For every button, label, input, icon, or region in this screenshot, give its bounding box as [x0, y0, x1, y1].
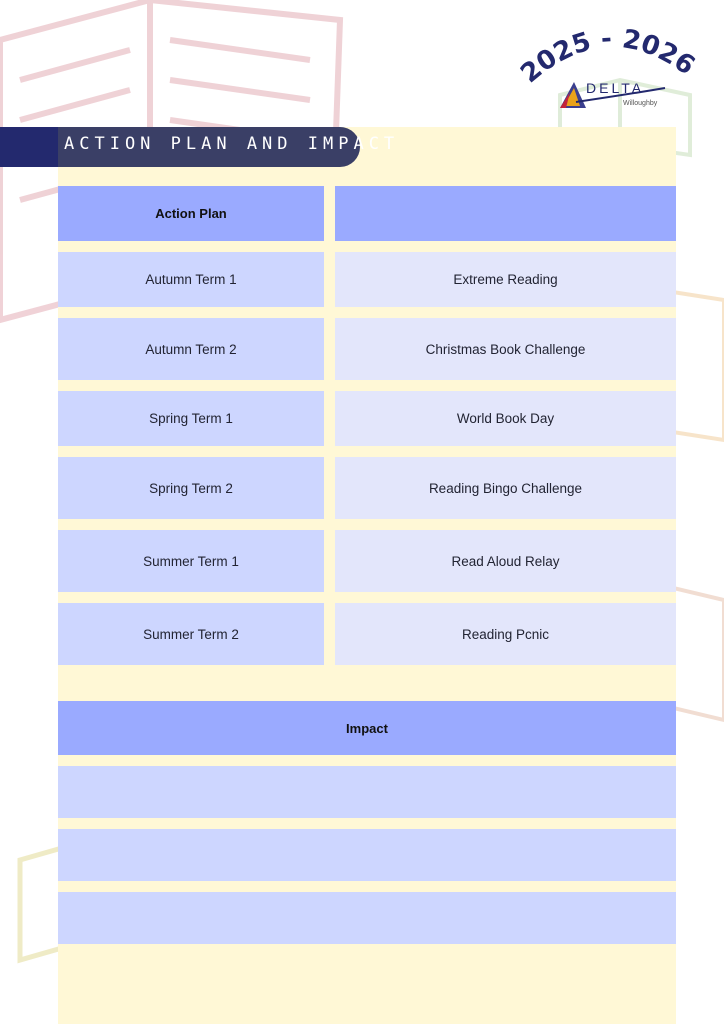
activity-cell: Reading Bingo Challenge	[335, 457, 676, 519]
school-logo	[520, 22, 700, 122]
activity-cell: Christmas Book Challenge	[335, 318, 676, 380]
impact-row[interactable]	[58, 766, 676, 818]
impact-row[interactable]	[58, 892, 676, 944]
activity-cell: Extreme Reading	[335, 252, 676, 307]
term-cell: Spring Term 2	[58, 457, 324, 519]
term-cell: Summer Term 2	[58, 603, 324, 665]
year-badge	[520, 22, 700, 122]
term-cell: Autumn Term 1	[58, 252, 324, 307]
impact-header: Impact	[58, 701, 676, 755]
term-cell: Summer Term 1	[58, 530, 324, 592]
action-plan-header-right	[335, 186, 676, 241]
activity-cell: Read Aloud Relay	[335, 530, 676, 592]
section-header-accent	[0, 127, 58, 167]
action-plan-header: Action Plan	[58, 186, 324, 241]
school-subtitle: Willoughby	[623, 100, 658, 107]
school-name: DELTA	[586, 80, 645, 96]
term-cell: Spring Term 1	[58, 391, 324, 446]
activity-cell: Reading Pcnic	[335, 603, 676, 665]
activity-cell: World Book Day	[335, 391, 676, 446]
impact-row[interactable]	[58, 829, 676, 881]
page-title: ACTION PLAN AND IMPACT	[64, 134, 400, 154]
term-cell: Autumn Term 2	[58, 318, 324, 380]
academic-year: 025 - 2026	[531, 23, 700, 82]
